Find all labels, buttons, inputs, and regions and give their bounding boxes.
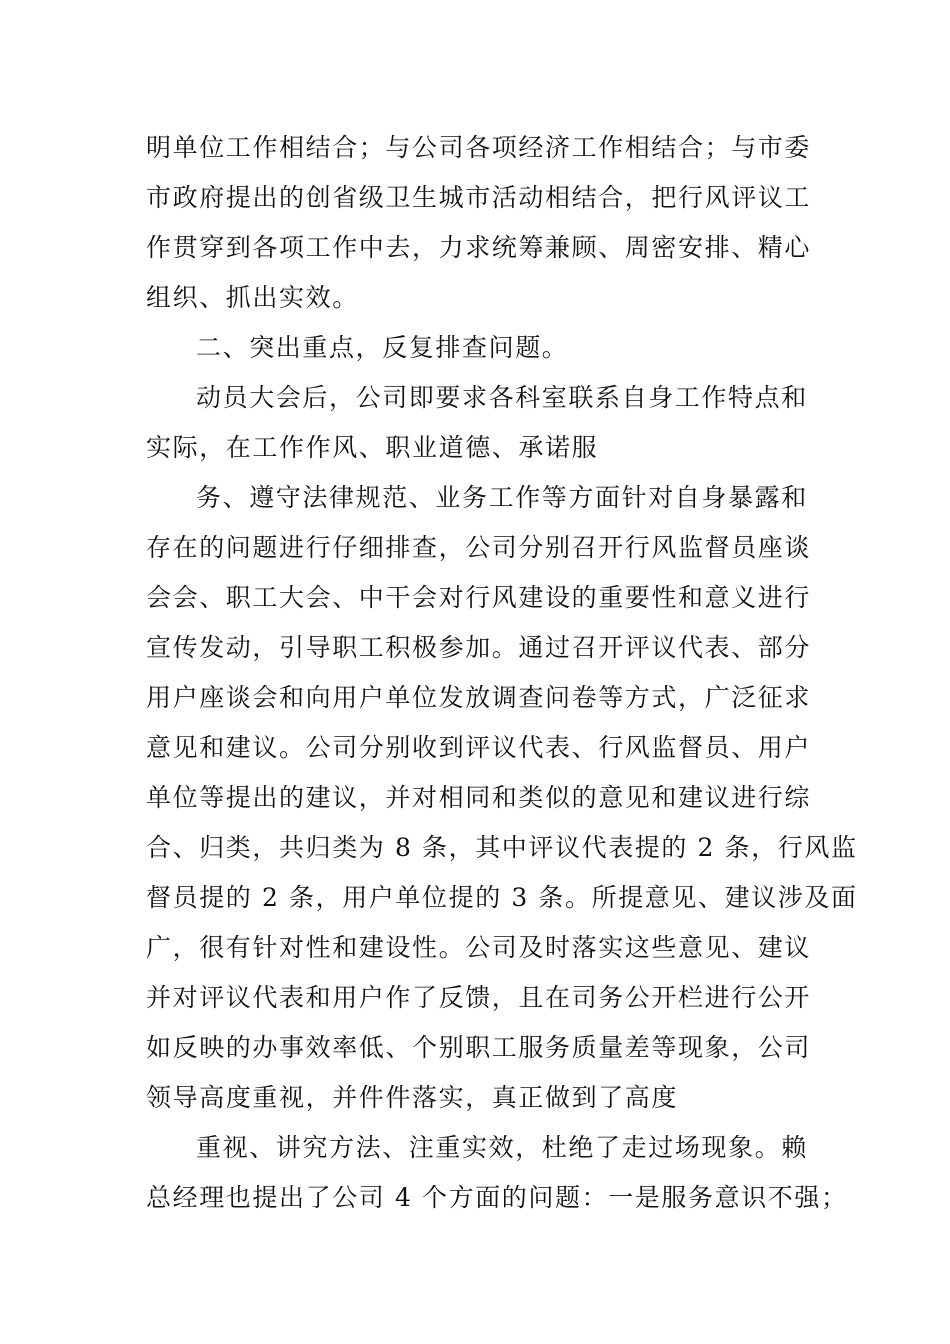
text-line: 总经理也提出了公司 4 个方面的问题：一是服务意识不强； [146,1183,848,1212]
text-line: 单位等提出的建议，并对相同和类似的意见和建议进行综 [146,783,812,812]
text-line: 广，很有针对性和建设性。公司及时落实这些意见、建议 [146,933,812,962]
text-line: 市政府提出的创省级卫生城市活动相结合，把行风评议工 [146,183,812,212]
text-line: 动员大会后，公司即要求各科室联系自身工作特点和 [196,383,808,412]
text-line: 存在的问题进行仔细排查，公司分别召开行风监督员座谈 [146,533,812,562]
text-line: 意见和建议。公司分别收到评议代表、行风监督员、用户 [146,733,812,762]
text-line: 作贯穿到各项工作中去，力求统筹兼顾、周密安排、精心 [146,233,812,262]
text-line: 督员提的 2 条，用户单位提的 3 条。所提意见、建议涉及面 [146,883,858,912]
text-line: 组织、抓出实效。 [146,283,359,312]
text-line: 会会、职工大会、中干会对行风建设的重要性和意义进行 [146,583,812,612]
text-line: 务、遵守法律规范、业务工作等方面针对自身暴露和 [196,483,808,512]
text-line: 用户座谈会和向用户单位发放调查问卷等方式，广泛征求 [146,683,812,712]
text-line: 领导高度重视，并件件落实，真正做到了高度 [146,1083,679,1112]
text-line: 重视、讲究方法、注重实效，杜绝了走过场现象。赖 [196,1133,808,1162]
text-line: 并对评议代表和用户作了反馈，且在司务公开栏进行公开 [146,983,812,1012]
text-line: 合、归类，共归类为 8 条，其中评议代表提的 2 条，行风监 [146,833,858,862]
text-line: 明单位工作相结合；与公司各项经济工作相结合；与市委 [146,133,812,162]
text-line: 如反映的办事效率低、个别职工服务质量差等现象，公司 [146,1033,812,1062]
text-line: 实际，在工作作风、职业道德、承诺服 [146,433,599,462]
section-heading: 二、突出重点，反复排查问题。 [196,333,569,362]
text-line: 宣传发动，引导职工积极参加。通过召开评议代表、部分 [146,633,812,662]
